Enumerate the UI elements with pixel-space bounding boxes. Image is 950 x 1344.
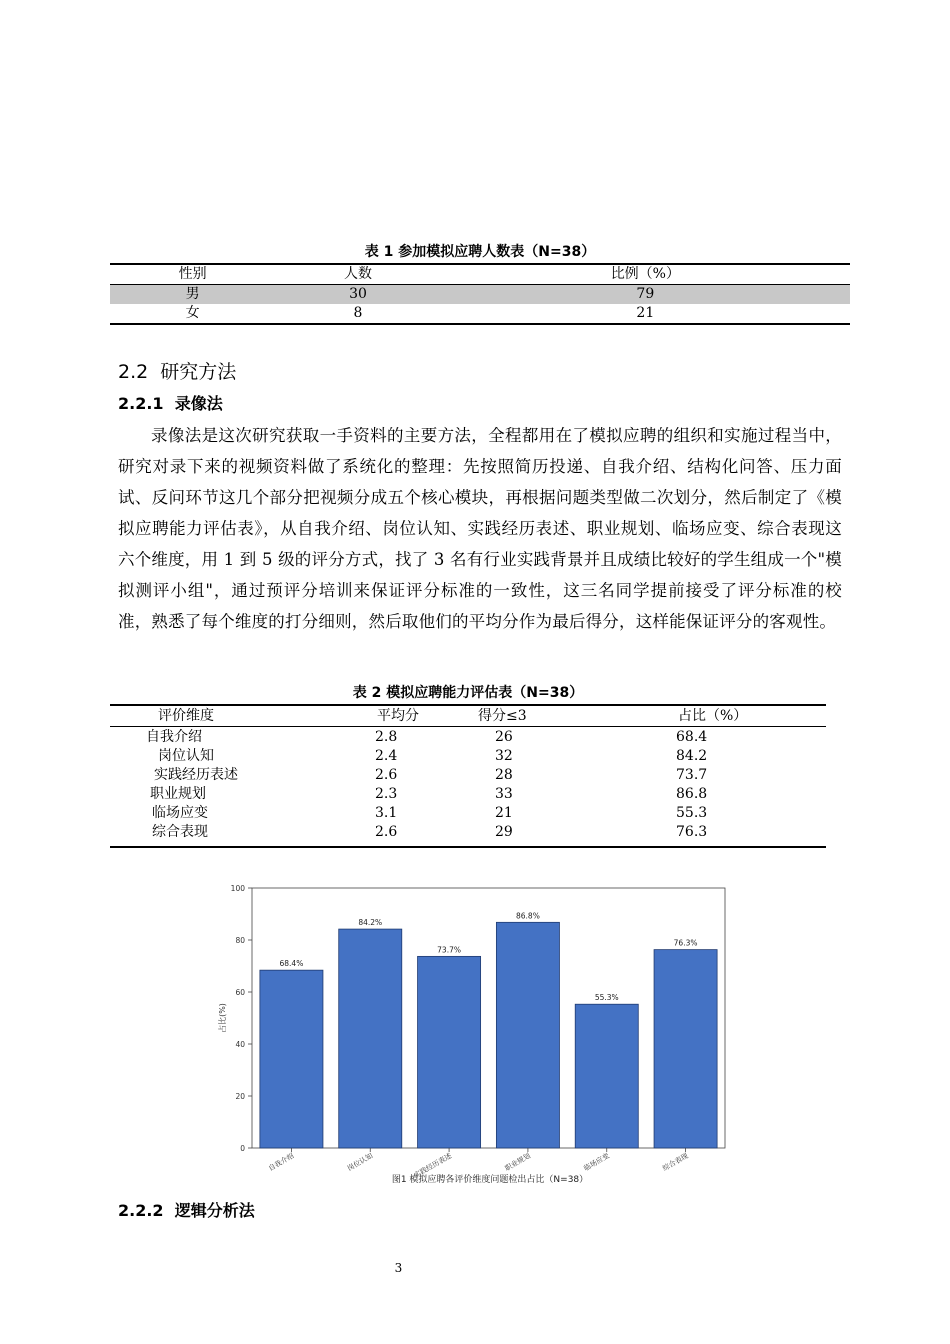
table2-header: 平均分 [377,708,419,724]
table1 [110,263,850,325]
table2-cell: 29 [495,824,513,840]
table2-cell: 2.3 [375,786,398,802]
bar [496,922,559,1148]
table1-header: 人数 [275,264,440,285]
table2-cell: 3.1 [375,805,398,821]
bar [339,929,402,1148]
table2-cell: 73.7 [676,767,708,783]
table2-cell: 2.8 [375,729,398,745]
table2-cell: 21 [495,805,513,821]
table2-cell: 26 [495,729,513,745]
y-tick-label: 100 [230,884,245,893]
table2-header: 评价维度 [158,708,214,724]
table2 [110,704,826,848]
table2-cell: 33 [495,786,513,802]
table2-cell: 86.8 [676,786,708,802]
x-tick-label: 自我介绍 [267,1151,296,1173]
table-row [110,804,826,823]
table1-cell: 8 [353,305,363,321]
table2-cell: 68.4 [676,729,708,745]
bar [260,970,323,1148]
bar-value-label: 68.4% [279,959,304,969]
table2-cell: 临场应变 [152,805,208,821]
table2-header: 得分≤3 [478,708,527,724]
table1-header: 比例（%） [441,264,850,285]
table2-cell: 28 [495,767,513,783]
bar-value-label: 84.2% [358,918,383,928]
y-tick-label: 40 [235,1040,245,1049]
bar-value-label: 86.8% [516,911,540,921]
x-tick-label: 实践经历表述 [412,1151,454,1180]
figure1 [215,876,745,1192]
table2-cell: 2.6 [375,767,398,783]
table-row [110,304,850,324]
bar [575,1004,638,1148]
table2-cell: 32 [495,748,513,764]
bar [654,950,717,1148]
table-row [110,285,850,305]
table2-cell: 综合表现 [152,824,208,840]
table-row [110,785,826,804]
table2-cell: 岗位认知 [158,748,214,764]
table1-header-row [110,264,850,285]
table2-cell: 自我介绍 [146,729,202,745]
y-tick-label: 80 [235,936,245,945]
table1-cell: 30 [275,285,440,305]
bar-value-label: 76.3% [673,938,698,948]
x-tick-label: 岗位认知 [346,1151,375,1173]
x-tick-label: 综合表现 [661,1151,690,1173]
bar-chart [215,876,745,1192]
table2-header-row [110,706,826,727]
subsection-heading-logic: 2.2.2 逻辑分析法 [118,1201,255,1220]
y-axis-label: 占比(%) [218,1003,227,1033]
body-paragraph: 录像法是这次研究获取一手资料的主要方法，全程都用在了模拟应聘的组织和实施过程当中，研究对录下来的视频资料做了系统化的整理：先按照简历投递、自我介绍、结构化问答、压力面试、反问环节这几个部分把视频分成五个核心模块，再根据问题类型做二次划分，然后制定了《模拟应聘能力评估表》，从自我介绍、岗位认知、实践经历表述、职业规划、临场应变、综合表现这六个维度，用 1 到 5 级的评分方式，找了 3 名有行业实践背景并且成绩比较好的学生组成一个"模拟测评小组"，通过预评分培训来保证评分标准的一致性，这三名同学提前接受了评分标准的校准，熟悉了每个维度的打分细则，然后取他们的平均分作为最后得分，这样能保证评分的客观性。 [118,426,842,631]
page-number: 3 [394,1261,403,1275]
section-heading: 2.2 研究方法 [118,361,237,383]
table2-header: 占比（%） [678,708,748,724]
table2-cell: 职业规划 [150,786,206,802]
subsection-heading-video: 2.2.1 录像法 [118,394,223,413]
bar-value-label: 73.7% [437,945,461,955]
table2-caption: 表 2 模拟应聘能力评估表（N=38） [352,685,584,701]
table1-caption: 表 1 参加模拟应聘人数表（N=38） [364,244,596,260]
table2-cell: 2.4 [375,748,398,764]
table1-cell: 21 [636,305,655,321]
table2-cell: 55.3 [676,805,708,821]
table1-cell: 79 [441,285,850,305]
y-tick-label: 20 [235,1092,245,1101]
table-row [110,823,826,842]
table2-cell: 2.6 [375,824,398,840]
y-tick-label: 60 [235,988,245,997]
table2-cell: 84.2 [676,748,708,764]
y-tick-label: 0 [240,1144,245,1153]
x-tick-label: 临场应变 [582,1151,611,1173]
table-row [110,747,826,766]
table1-header: 性别 [110,264,275,285]
table-row [110,766,826,785]
table1-cell: 女 [185,305,200,321]
table2-cell: 76.3 [676,824,708,840]
chart-title: 图1 模拟应聘各评价维度问题检出占比（N=38） [391,1175,589,1185]
table2-cell: 实践经历表述 [154,767,238,783]
table1-cell: 男 [110,285,275,305]
table-row [110,728,826,747]
x-tick-label: 职业规划 [503,1151,532,1173]
bar-value-label: 55.3% [594,993,619,1003]
bar [418,956,481,1148]
